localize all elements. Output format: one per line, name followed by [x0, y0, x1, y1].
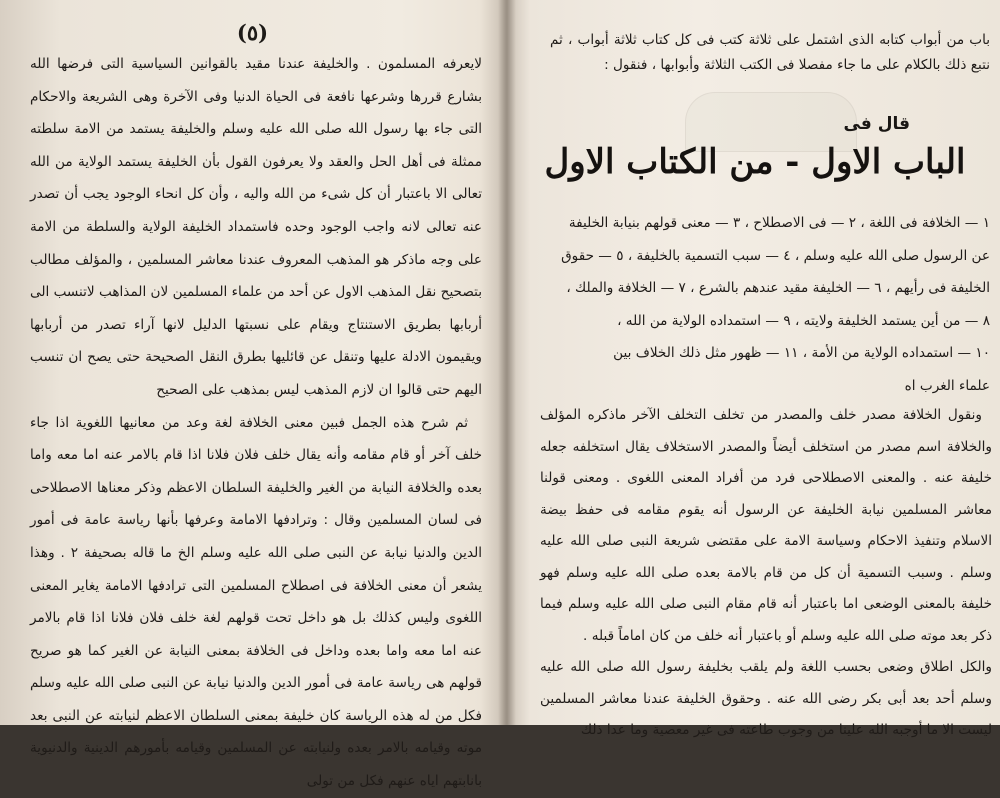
chapter-contents: [540, 207, 990, 402]
paragraph: لايعرفه المسلمون . والخليفة عندنا مقيد بالقوانين السياسية التى فرضها الله بشارع قررها وشرعها نافعة فى الحياة الدنيا وفى الآخرة وهى الشريعة والاحكام التى جاء بها رسول الله صلى الله عليه وسلم والخليفة يستمد من الامة سلطته ممثلة فى أهل الحل والعقد ولا يعرفون القول بأن الخليفة يستمد الولاية من الله تعالى الا باعتبار أن كل شىء من الله واليه ، وأن كل انحاء الوجود يجب أن تصدر عنه تعالى لانه واجب الوجود وحده فاستمداد الخليفة الولاية والسلطة من الامة على وجه ماذكر هو المذهب المعروف عندنا معاشر المسلمين ، والمؤلف مطالب بتصحيح نقل المذهب الاول عن أحد من علماء المسلمين لان المذاهب لاتنسب الى أربابها بطريق الاستنتاج ويقام على نسبتها الدليل لانها آراء تصدر من أربابها ويقيمون الادلة عليها وتنقل عن قائليها بطرق النقل الصحيحة حتى يصح ان تنسب اليهم حتى قالوا ان لازم المذهب ليس بمذهب على الصحيح: [30, 56, 482, 398]
paragraph: ونقول الخلافة مصدر خلف والمصدر من تخلف التخلف الآخر ماذكره المؤلف والخلافة اسم مصدر من استخلف أيضاً والمصدر الاستخلاف يقال استخلفه جعله خليفة عنه . والمعنى الاصطلاحى فرد من أفراد المعنى اللغوى . ومعنى قولنا معاشر المسلمين نيابة الخليفة عن الرسول أنه يقوم مقامه فى حفظ بيضة الاسلام وتنفيذ الاحكام وسياسة الامة على مقتضى شريعة النبى صلى الله عليه وسلم . وسبب التسمية أن كل من قام بالامة بعده صلى الله عليه وسلم فهو خليفة بالمعنى الوضعى اما باعتبار أنه قام مقام النبى صلى الله عليه وسلم فيما ذكر بعد موته صلى الله عليه وسلم أو باعتبار أنه خلف من كان اماماً قبله .: [540, 407, 992, 644]
page-number: (٥): [236, 20, 269, 45]
paragraph: ثم شرح هذه الجمل فبين معنى الخلافة لغة وعد من معانيها اللغوية اذا جاء خلف آخر أو قام مقامه وأنه يقال خلف فلان فلانا اذا قام بالامر عنه اما معه واما بعده والخلافة النيابة من الغير والخليفة السلطان الاعظم وذكر معناها الاصطلاحى فى لسان المسلمين وقال : وترادفها الامامة وعرفها بأنها رياسة عامة فى أمور الدين والدنيا نيابة عن النبى صلى الله عليه وسلم الخ ما قاله بصحيفة ٢ . وهذا يشعر أن معنى الخلافة فى اصطلاح المسلمين التى ترادفها الامامة يغاير المعنى اللغوى وليس كذلك بل هو داخل تحت قولهم لغة خلف فلان فلانا اذا قام بالامر عنه اما معه واما بعده وداخل فى الخلافة بمعنى النيابة عن الغير كما هو صريح قولهم هى رياسة عامة فى أمور الدين والدنيا نيابة عن النبى صلى الله عليه وسلم فكل من له هذه الرياسة كان خليفة بمعنى السلطان الاعظم لنيابته عن النبى بعد موته وقيامه بالامر بعده ولنيابته عن المسلمين وقيامه بأمورهم الدينية والدنيوية بانابتهم اياه عنهم فكل من تولى: [30, 414, 482, 790]
contents-line: الخليفة فى رأيهم ، ٦ — الخليفة مقيد عندهم بالشرع ، ٧ — الخلافة والملك ،: [566, 280, 990, 296]
contents-line: ٨ — من أين يستمد الخليفة ولايته ، ٩ — استمداده الولاية من الله ،: [617, 312, 990, 329]
qala-fi-heading: قال فى: [843, 114, 910, 134]
contents-line: عن الرسول صلى الله عليه وسلم ، ٤ — سبب التسمية بالخليفة ، ٥ — حقوق: [561, 247, 990, 264]
contents-line: ١٠ — استمداده الولاية من الأمة ، ١١ — ظهور مثل ذلك الخلاف بين: [613, 345, 990, 361]
right-page-body: [540, 400, 992, 747]
left-page-body: [30, 48, 482, 798]
chapter-title: الباب الاول - من الكتاب الاول: [544, 142, 966, 182]
paragraph: والكل اطلاق وضعى بحسب اللغة ولم يلقب بخليفة رسول الله صلى الله عليه وسلم أحد بعد أبى بكر رضى الله عنه . وحقوق الخليفة عندنا معاشر المسلمين ليست الا ما أوجبه الله علينا من وجوب طاعته فى غير معصية وما عدا ذلك: [540, 659, 992, 738]
right-page: [510, 0, 1000, 738]
contents-line: ١ — الخلافة فى اللغة ، ٢ — فى الاصطلاح ، ٣ — معنى قولهم بنيابة الخليفة: [568, 215, 990, 231]
left-page: [0, 0, 505, 790]
intro-text: باب من أبواب كتابه الذى اشتمل على ثلاثة كتب فى كل كتاب ثلاثة أبواب ، ثم نتبع ذلك بالكلام على ما جاء مفصلا فى الكتب الثلاثة وأبوابها ، فنقول :: [550, 32, 990, 73]
contents-line: علماء الغرب اه: [904, 377, 990, 394]
